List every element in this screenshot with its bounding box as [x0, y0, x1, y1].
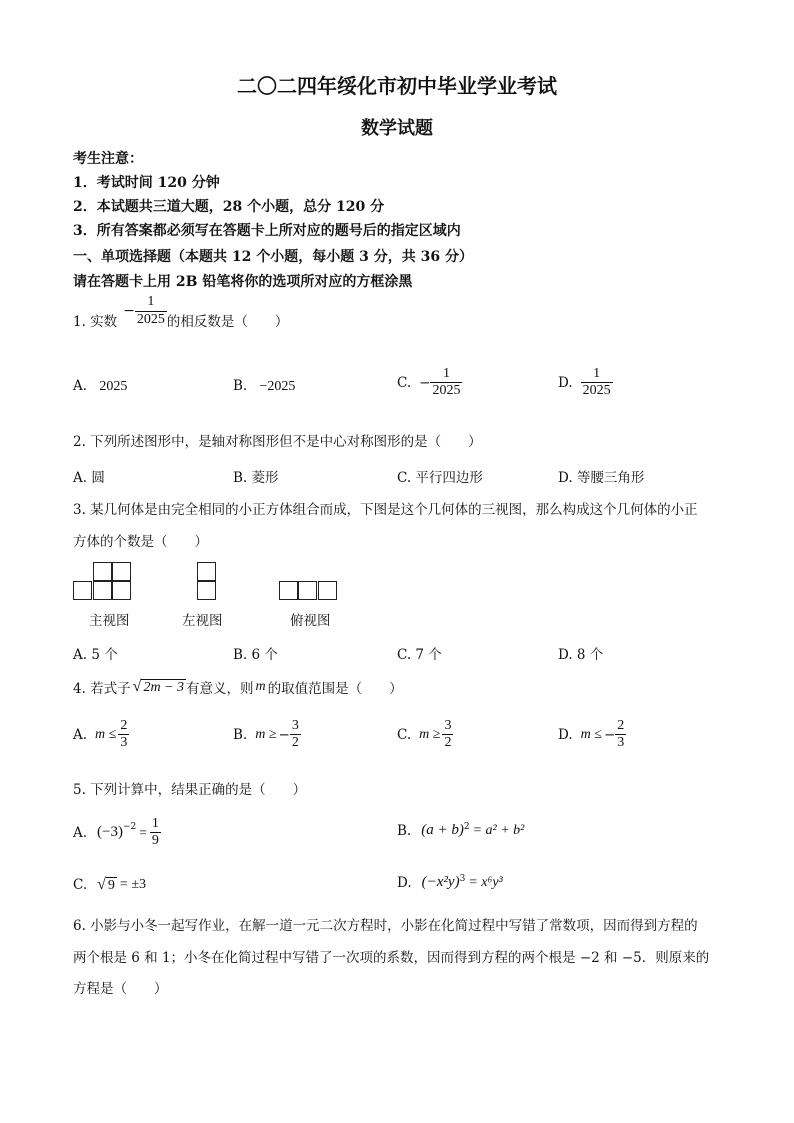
exam-title: 二〇二四年绥化市初中毕业学业考试 — [237, 74, 557, 98]
option-label: B. — [233, 378, 248, 394]
q4-var: m — [255, 679, 266, 694]
option-sign: − — [603, 726, 616, 743]
option-label: B. — [397, 822, 412, 839]
option-exponent: 3 — [459, 874, 466, 884]
section-title: 一、单项选择题（本题共 12 个小题，每小题 3 分，共 36 分） — [73, 249, 473, 265]
frac-den: 2025 — [432, 383, 461, 399]
option-label: A. — [73, 378, 88, 394]
q4-prefix: 4. 若式子 — [73, 681, 131, 697]
q5-option-d[interactable] — [397, 874, 503, 891]
option-fraction — [150, 816, 161, 849]
question-6-line-1: 6. 小影与小冬一起写作业，在解一道一元二次方程时，小影在化简过程中写错了常数项，因而得到方程的 — [73, 918, 698, 934]
notice-item-1: 1．考试时间 120 分钟 — [73, 175, 220, 191]
option-rhs: = x⁶y³ — [468, 874, 503, 890]
option-expr: m ≤ — [95, 726, 117, 742]
q2-option-c[interactable]: C. 平行四边形 — [397, 470, 483, 486]
option-expr: m ≥ — [419, 726, 441, 742]
q1-prefix: 1. 实数 — [73, 314, 118, 330]
q1-frac-num: 1 — [147, 294, 155, 310]
option-base: (−3) — [97, 824, 123, 841]
q1-suffix: 的相反数是（ ） — [166, 314, 289, 330]
option-rhs: = ±3 — [119, 877, 147, 892]
option-label: C. — [73, 877, 88, 893]
option-label: A. — [73, 726, 88, 743]
option-radicand: 9 — [107, 877, 115, 893]
question-3-line-2: 方体的个数是（ ） — [73, 534, 208, 550]
option-fraction — [118, 718, 129, 751]
q3-option-d[interactable]: D. 8 个 — [558, 647, 604, 663]
question-2: 2. 下列所述图形中，是轴对称图形但不是中心对称图形的是（ ） — [73, 434, 482, 450]
question-5: 5. 下列计算中，结果正确的是（ ） — [73, 782, 307, 798]
option-fraction — [615, 718, 626, 751]
question-3-line-1: 3. 某几何体是由完全相同的小正方体组合而成，下图是这个几何体的三视图，那么构成这个几何体的小正 — [73, 502, 698, 518]
sqrt-icon: √ — [97, 876, 106, 893]
option-label: D. — [558, 374, 573, 391]
q2-option-d[interactable]: D. 等腰三角形 — [558, 470, 645, 486]
frac-num: 1 — [442, 366, 450, 381]
option-fraction — [290, 718, 301, 751]
q4-option-a[interactable] — [73, 718, 129, 751]
q1-option-b[interactable] — [233, 378, 295, 395]
q3-option-b[interactable]: B. 6 个 — [233, 647, 278, 663]
q4-option-d[interactable] — [558, 718, 626, 751]
sqrt-icon: √ — [132, 678, 142, 695]
option-rhs: = a² + b² — [472, 822, 525, 838]
question-4 — [73, 677, 403, 697]
frac-num: 1 — [151, 816, 159, 831]
q4-option-b[interactable] — [233, 718, 301, 751]
option-equals: = — [139, 824, 147, 840]
q2-option-a[interactable]: A. 圆 — [73, 470, 105, 486]
option-label: A. — [73, 824, 88, 841]
option-value: 2025 — [99, 379, 128, 394]
q4-suffix: 的取值范围是（ ） — [267, 681, 403, 697]
q3-option-a[interactable]: A. 5 个 — [73, 647, 118, 663]
front-view-label: 主视图 — [89, 613, 130, 629]
option-exponent: −2 — [123, 822, 137, 832]
q4-option-c[interactable] — [397, 718, 453, 751]
option-label: C. — [397, 726, 412, 743]
q2-option-b[interactable]: B. 菱形 — [233, 470, 279, 486]
notice-item-2: 2．本试题共三道大题，28 个小题，总分 120 分 — [73, 199, 385, 215]
frac-num: 1 — [593, 366, 601, 381]
frac-num: 3 — [444, 718, 452, 733]
q1-minus-sign: − — [123, 303, 135, 319]
frac-den: 9 — [151, 833, 159, 849]
q1-frac-den: 2025 — [136, 311, 165, 327]
q1-option-a[interactable] — [73, 378, 127, 395]
option-fraction — [581, 366, 613, 399]
frac-den: 3 — [617, 735, 625, 751]
option-fraction — [442, 718, 453, 751]
q3-option-c[interactable]: C. 7 个 — [397, 647, 442, 663]
option-label: D. — [397, 874, 412, 891]
q5-option-c[interactable] — [73, 876, 146, 894]
option-expr: m ≥ — [255, 726, 277, 742]
option-value: −2025 — [259, 379, 296, 394]
q1-fraction — [135, 294, 167, 327]
exam-subtitle: 数学试题 — [361, 118, 433, 139]
option-expr: m ≤ — [580, 726, 602, 742]
q4-radicand: 2m − 3 — [143, 679, 185, 695]
frac-den: 2025 — [582, 383, 611, 399]
option-label: B. — [233, 726, 248, 743]
frac-den: 2 — [291, 735, 299, 751]
left-view-label: 左视图 — [182, 613, 223, 629]
frac-den: 3 — [120, 735, 128, 751]
q1-option-d[interactable] — [558, 366, 613, 399]
option-label: D. — [558, 726, 573, 743]
q5-option-b[interactable] — [397, 822, 524, 839]
section-instruction: 请在答题卡上用 2B 铅笔将你的选项所对应的方框涂黑 — [73, 274, 413, 290]
option-exponent: 2 — [463, 822, 470, 832]
option-sign: − — [419, 374, 431, 391]
option-base: (−x²y) — [421, 874, 460, 890]
option-fraction — [430, 366, 462, 399]
frac-num: 3 — [291, 718, 299, 733]
question-6-line-2: 两个根是 6 和 1；小冬在化简过程中写错了一次项的系数，因而得到方程的两个根是 −2 和 −5．则原来的 — [73, 950, 710, 966]
frac-num: 2 — [120, 718, 128, 733]
question-6-line-3: 方程是（ ） — [73, 981, 168, 997]
notice-heading: 考生注意： — [73, 151, 143, 167]
option-sign: − — [278, 726, 290, 743]
q5-option-a[interactable] — [73, 816, 161, 849]
frac-num: 2 — [617, 718, 625, 733]
frac-den: 2 — [444, 735, 452, 751]
q1-option-c[interactable] — [397, 366, 462, 399]
q4-middle: 有意义，则 — [186, 681, 254, 697]
option-base: (a + b) — [421, 822, 464, 838]
notice-item-3: 3．所有答案都必须写在答题卡上所对应的题号后的指定区域内 — [73, 223, 461, 239]
option-label: C. — [397, 374, 412, 391]
top-view-label: 俯视图 — [290, 613, 331, 629]
question-1 — [73, 294, 289, 330]
